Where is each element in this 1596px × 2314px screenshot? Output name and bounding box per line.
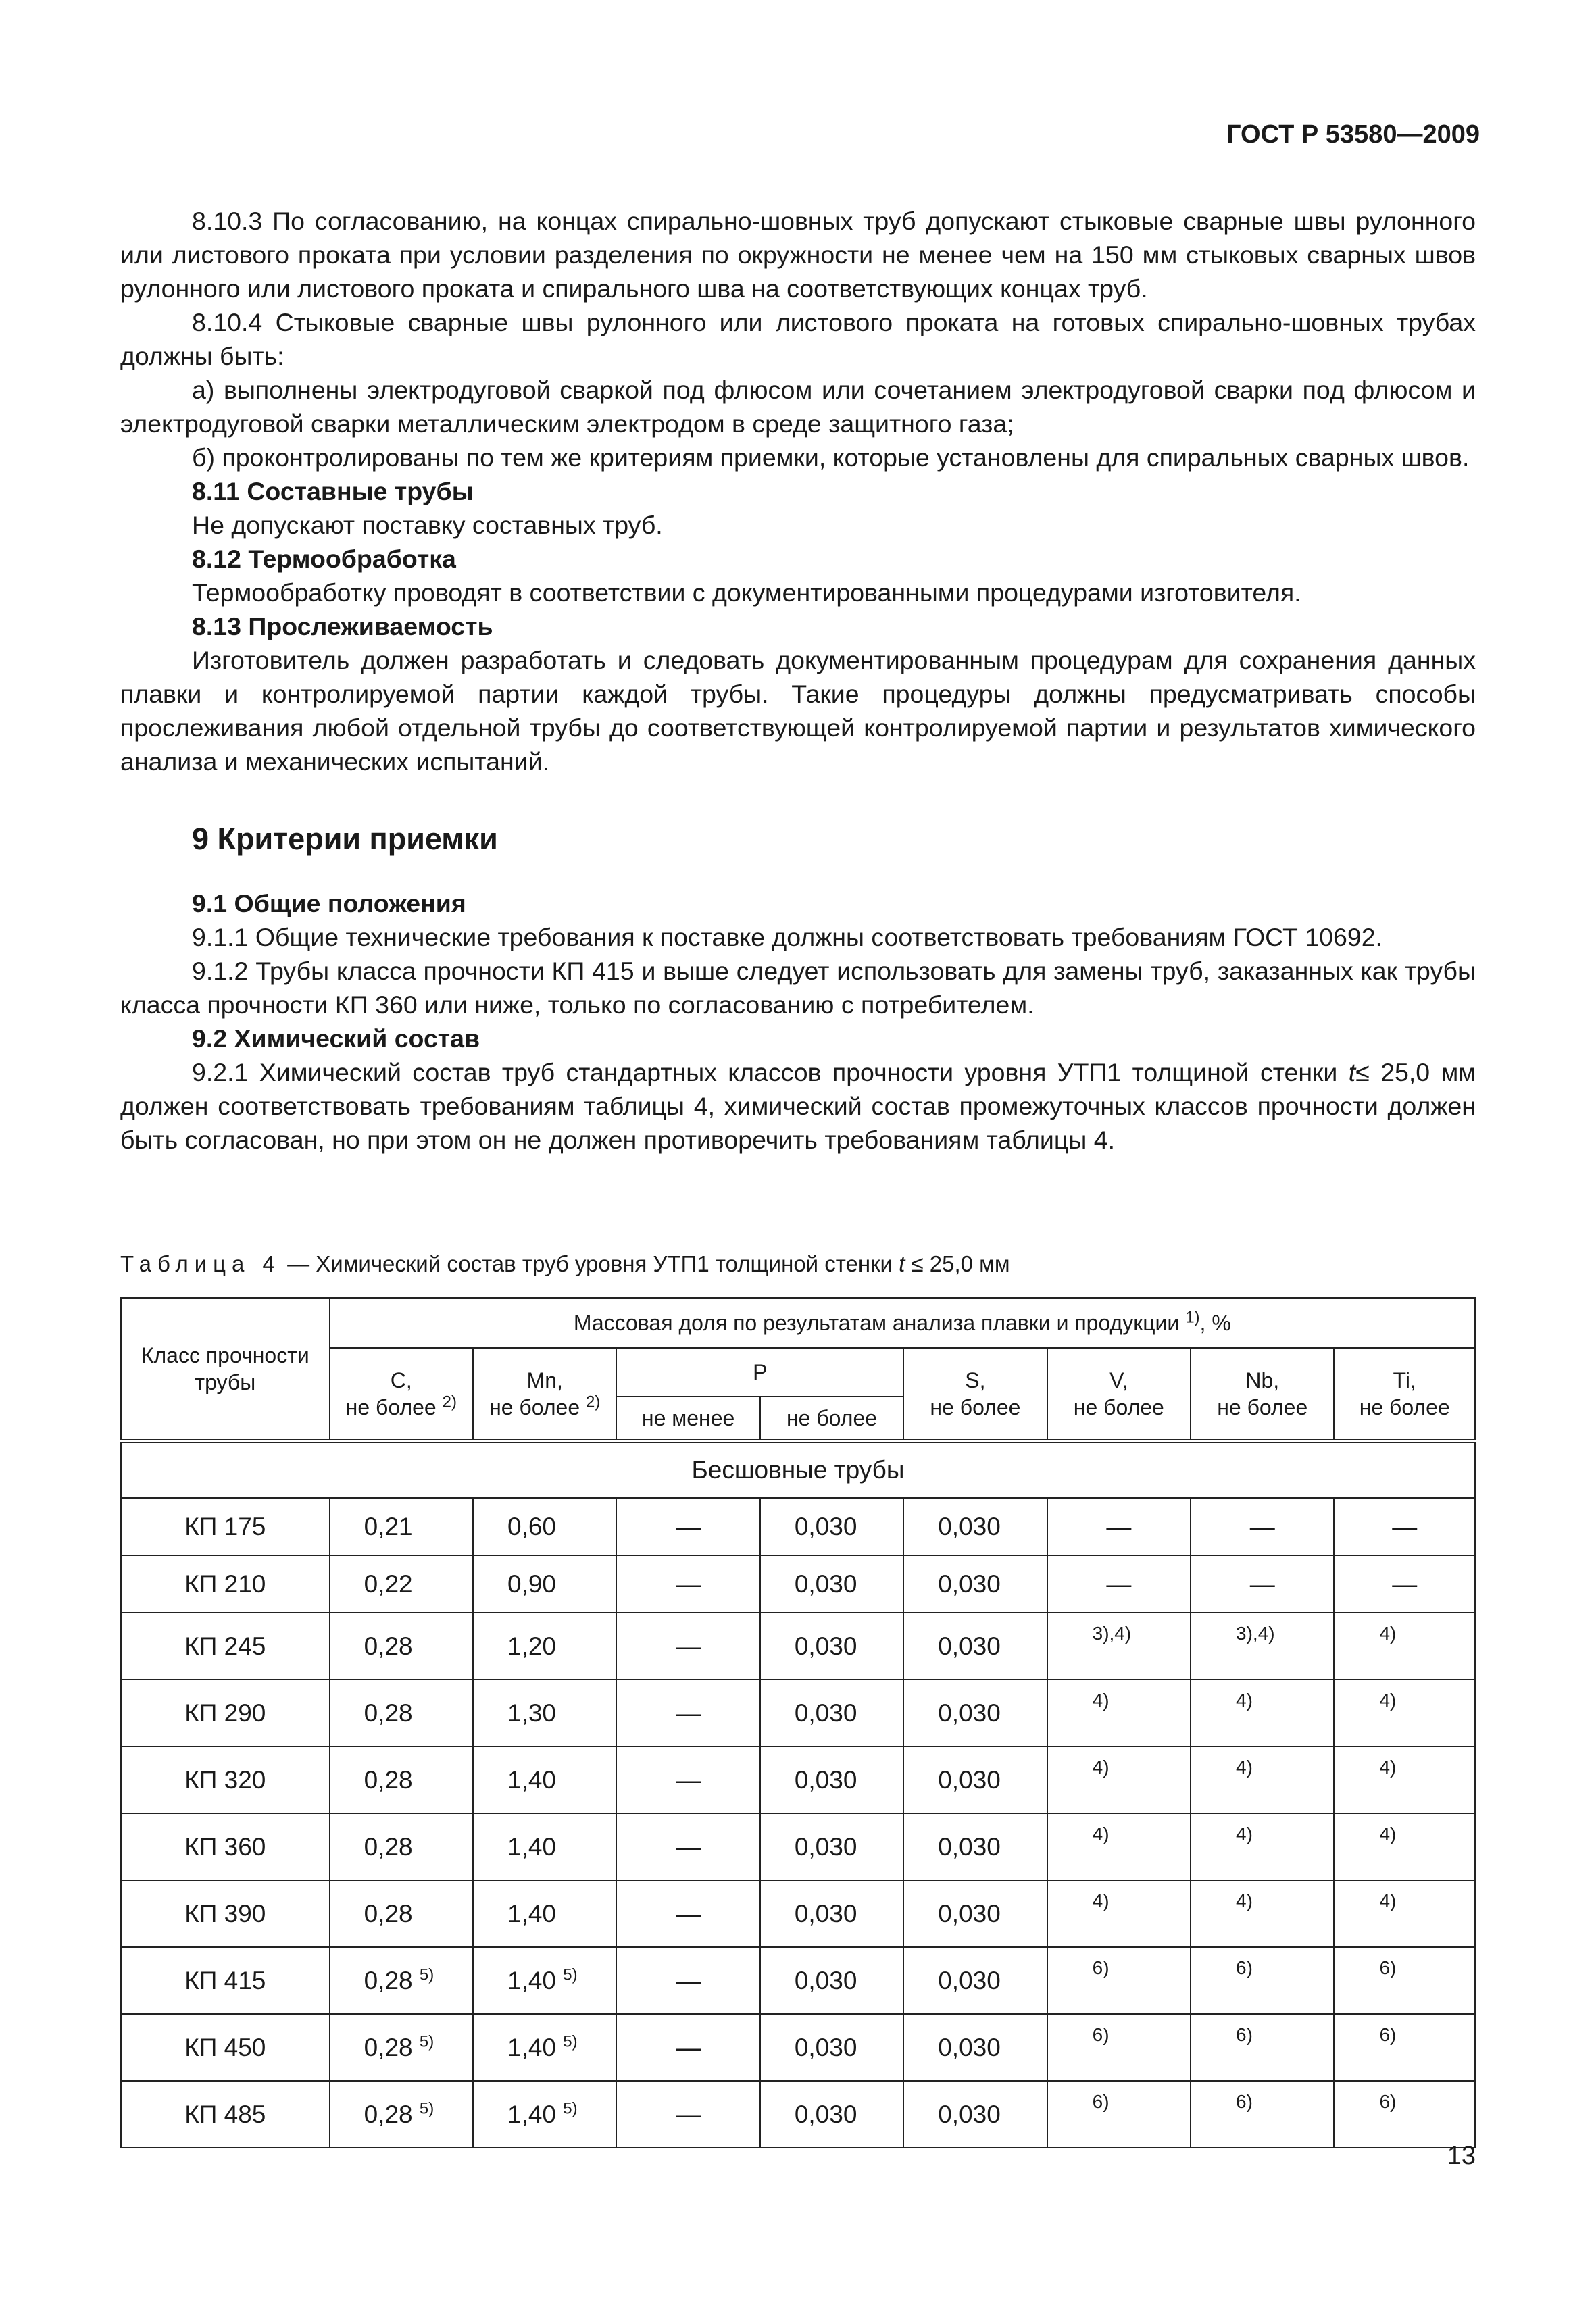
cell-class-value: КП 450 bbox=[184, 2033, 266, 2061]
cell-v-value: 4) bbox=[1092, 1690, 1109, 1711]
cell-c-footnote: 5) bbox=[419, 1965, 434, 1984]
cell-mn-value: 1,40 bbox=[507, 1832, 557, 1861]
cell-s bbox=[903, 1680, 1047, 1746]
cell-mn-value: 1,40 bbox=[507, 1765, 557, 1794]
cell-c bbox=[330, 2014, 473, 2081]
cell-v bbox=[1047, 1813, 1191, 1880]
cell-nb bbox=[1191, 1746, 1334, 1813]
cell-ti bbox=[1334, 1746, 1475, 1813]
cell-ti-value: 4) bbox=[1379, 1757, 1397, 1778]
header-s bbox=[903, 1348, 1047, 1441]
cell-ti-value: 4) bbox=[1379, 1823, 1397, 1844]
heading-9-2: 9.2 Химический состав bbox=[192, 1024, 480, 1053]
header-s-symbol: S, bbox=[965, 1368, 986, 1392]
cell-c-footnote: 5) bbox=[419, 2099, 434, 2118]
table-row bbox=[121, 1813, 1475, 1880]
paragraph-8-12: Термообработку проводят в соответствии с документированными процедурами изготовителя. bbox=[192, 578, 1301, 607]
table-row bbox=[121, 1947, 1475, 2014]
cell-ti bbox=[1334, 1555, 1475, 1613]
cell-p-max-value: 0,030 bbox=[794, 1832, 857, 1861]
cell-mn-value: 0,90 bbox=[507, 1569, 557, 1598]
cell-ti bbox=[1334, 1813, 1475, 1880]
cell-class-value: КП 290 bbox=[184, 1699, 266, 1727]
cell-v bbox=[1047, 1613, 1191, 1680]
cell-c-value: 0,28 bbox=[364, 1966, 413, 1994]
page-number: 13 bbox=[1447, 2142, 1476, 2170]
table-row bbox=[121, 1555, 1475, 1613]
cell-ti-value: — bbox=[1392, 1569, 1418, 1598]
cell-s-value: 0,030 bbox=[938, 1632, 1001, 1660]
cell-p-min bbox=[616, 1555, 759, 1613]
paragraph-8-10-4: 8.10.4 Стыковые сварные швы рулонного или листового проката на готовых спирально-шовных трубах должны быть: bbox=[120, 308, 1476, 370]
cell-v-value: 4) bbox=[1092, 1757, 1109, 1778]
header-ti bbox=[1334, 1348, 1475, 1441]
cell-c-value: 0,28 bbox=[364, 1632, 413, 1660]
cell-v-value: — bbox=[1106, 1569, 1132, 1598]
cell-v bbox=[1047, 1498, 1191, 1555]
body-text bbox=[120, 204, 1476, 1157]
variable-t: t bbox=[1348, 1058, 1356, 1086]
cell-c bbox=[330, 1880, 473, 1947]
header-mass-unit: , % bbox=[1199, 1311, 1231, 1335]
cell-mn bbox=[473, 1947, 616, 2014]
header-p-min: не менее bbox=[616, 1397, 759, 1441]
cell-p-min bbox=[616, 1880, 759, 1947]
cell-p-min bbox=[616, 2081, 759, 2148]
cell-p-min-value: — bbox=[676, 2033, 701, 2061]
cell-p-max-value: 0,030 bbox=[794, 1512, 857, 1540]
cell-class bbox=[121, 1880, 330, 1947]
cell-p-min bbox=[616, 1746, 759, 1813]
cell-class-value: КП 320 bbox=[184, 1765, 266, 1794]
table-caption-text: — Химический состав труб уровня УТП1 толщиной стенки bbox=[280, 1251, 899, 1276]
table-caption-tail: ≤ 25,0 мм bbox=[905, 1251, 1010, 1276]
header-mn-symbol: Mn, bbox=[526, 1368, 563, 1392]
cell-v-value: 6) bbox=[1092, 2024, 1109, 2045]
cell-p-max bbox=[760, 1613, 903, 1680]
cell-p-min bbox=[616, 1680, 759, 1746]
cell-nb-value: 4) bbox=[1236, 1757, 1253, 1778]
cell-v bbox=[1047, 2014, 1191, 2081]
cell-class bbox=[121, 1813, 330, 1880]
header-p-max: не более bbox=[760, 1397, 903, 1441]
chemical-composition-table bbox=[120, 1297, 1476, 2148]
cell-ti-value: 6) bbox=[1379, 1957, 1397, 1978]
heading-section-9: 9 Критерии приемки bbox=[192, 822, 498, 856]
cell-p-max bbox=[760, 1680, 903, 1746]
cell-s-value: 0,030 bbox=[938, 1699, 1001, 1727]
cell-v-value: 6) bbox=[1092, 1957, 1109, 1978]
cell-p-min-value: — bbox=[676, 1569, 701, 1598]
paragraph-8-11: Не допускают поставку составных труб. bbox=[192, 511, 663, 539]
cell-ti-value: 4) bbox=[1379, 1690, 1397, 1711]
cell-nb bbox=[1191, 1813, 1334, 1880]
cell-p-min-value: — bbox=[676, 1832, 701, 1861]
paragraph-9-2-1-start: 9.2.1 Химический состав труб стандартных классов прочности уровня УТП1 толщиной стенки bbox=[192, 1058, 1338, 1086]
cell-c bbox=[330, 1555, 473, 1613]
cell-s bbox=[903, 1947, 1047, 2014]
header-c-symbol: С, bbox=[390, 1368, 412, 1392]
cell-nb-value: 6) bbox=[1236, 2091, 1253, 2112]
table-row bbox=[121, 1498, 1475, 1555]
cell-p-min bbox=[616, 1947, 759, 2014]
cell-mn bbox=[473, 1880, 616, 1947]
section-seamless-pipes: Бесшовные трубы bbox=[121, 1441, 1475, 1498]
paragraph-8-13: Изготовитель должен разработать и следовать документированным процедурам для сохранения данных плавки и контролируемой партии каждой трубы. Такие процедуры должны предусматривать способы прослеживания любой отдельной трубы до соответствующей контролируемой партии и результатов химического анализа и механических испытаний. bbox=[120, 646, 1476, 776]
paragraph-8-10-4-b: б) проконтролированы по тем же критериям приемки, которые установлены для спиральных сварных швов. bbox=[192, 443, 1470, 472]
header-nb-max: не более bbox=[1217, 1395, 1308, 1419]
cell-s-value: 0,030 bbox=[938, 2033, 1001, 2061]
cell-class-value: КП 245 bbox=[184, 1632, 266, 1660]
paragraph-9-1-2: 9.1.2 Трубы класса прочности КП 415 и выше следует использовать для замены труб, заказанных как трубы класса прочности КП 360 или ниже, только по согласованию с потребителем. bbox=[120, 957, 1476, 1019]
cell-c bbox=[330, 1947, 473, 2014]
cell-ti bbox=[1334, 1880, 1475, 1947]
cell-class-value: КП 390 bbox=[184, 1899, 266, 1928]
cell-c-value: 0,28 bbox=[364, 1832, 413, 1861]
cell-p-max-value: 0,030 bbox=[794, 2033, 857, 2061]
table-row bbox=[121, 2014, 1475, 2081]
cell-p-max bbox=[760, 1555, 903, 1613]
cell-class bbox=[121, 1947, 330, 2014]
cell-mn-footnote: 5) bbox=[563, 2032, 578, 2051]
cell-s bbox=[903, 1498, 1047, 1555]
cell-c bbox=[330, 2081, 473, 2148]
cell-v bbox=[1047, 1555, 1191, 1613]
cell-class bbox=[121, 1613, 330, 1680]
heading-8-13: 8.13 Прослеживаемость bbox=[192, 612, 493, 640]
header-p: P bbox=[616, 1348, 903, 1397]
heading-8-12: 8.12 Термообработка bbox=[192, 545, 456, 573]
header-mass-text: Массовая доля по результатам анализа плавки и продукции bbox=[573, 1311, 1180, 1335]
cell-class-value: КП 485 bbox=[184, 2100, 266, 2128]
header-v-symbol: V, bbox=[1109, 1368, 1128, 1392]
cell-nb bbox=[1191, 2014, 1334, 2081]
cell-ti bbox=[1334, 1680, 1475, 1746]
header-c-max: не более bbox=[345, 1395, 437, 1419]
cell-s-value: 0,030 bbox=[938, 1765, 1001, 1794]
header-c bbox=[330, 1348, 473, 1441]
cell-v bbox=[1047, 1880, 1191, 1947]
header-nb-symbol: Nb, bbox=[1245, 1368, 1280, 1392]
cell-c bbox=[330, 1680, 473, 1746]
cell-nb-value: 3),4) bbox=[1236, 1623, 1275, 1644]
header-ti-max: не более bbox=[1359, 1395, 1450, 1419]
cell-c-value: 0,22 bbox=[364, 1569, 413, 1598]
cell-c bbox=[330, 1613, 473, 1680]
cell-c bbox=[330, 1498, 473, 1555]
cell-p-max-value: 0,030 bbox=[794, 1966, 857, 1994]
cell-p-max bbox=[760, 1498, 903, 1555]
document-id: ГОСТ Р 53580—2009 bbox=[1226, 120, 1480, 149]
cell-v bbox=[1047, 1947, 1191, 2014]
cell-class-value: КП 175 bbox=[184, 1512, 266, 1540]
cell-nb bbox=[1191, 1680, 1334, 1746]
cell-mn-value: 1,30 bbox=[507, 1699, 557, 1727]
cell-p-min bbox=[616, 1498, 759, 1555]
table-caption-variable: t bbox=[899, 1251, 905, 1276]
cell-nb-value: — bbox=[1249, 1569, 1275, 1598]
cell-class bbox=[121, 1498, 330, 1555]
table-caption-label: Таблица 4 bbox=[120, 1251, 281, 1276]
cell-nb bbox=[1191, 2081, 1334, 2148]
cell-c-value: 0,21 bbox=[364, 1512, 413, 1540]
cell-v bbox=[1047, 1746, 1191, 1813]
cell-class bbox=[121, 1555, 330, 1613]
cell-s bbox=[903, 1880, 1047, 1947]
cell-v-value: — bbox=[1106, 1512, 1132, 1540]
cell-mn-value: 1,40 bbox=[507, 2100, 557, 2128]
cell-ti-value: — bbox=[1392, 1512, 1418, 1540]
cell-mn bbox=[473, 1555, 616, 1613]
cell-p-max bbox=[760, 1813, 903, 1880]
cell-class bbox=[121, 2081, 330, 2148]
cell-nb-value: 4) bbox=[1236, 1890, 1253, 1911]
cell-s-value: 0,030 bbox=[938, 1512, 1001, 1540]
cell-mn-value: 1,40 bbox=[507, 1966, 557, 1994]
cell-p-min-value: — bbox=[676, 1512, 701, 1540]
header-v-max: не более bbox=[1073, 1395, 1164, 1419]
header-mass-fraction bbox=[330, 1298, 1475, 1348]
cell-s-value: 0,030 bbox=[938, 1832, 1001, 1861]
cell-mn-value: 1,40 bbox=[507, 1899, 557, 1928]
cell-p-max bbox=[760, 1947, 903, 2014]
table-row bbox=[121, 1613, 1475, 1680]
cell-mn-footnote: 5) bbox=[563, 1965, 578, 1984]
cell-ti bbox=[1334, 1613, 1475, 1680]
cell-ti bbox=[1334, 1947, 1475, 2014]
table-row bbox=[121, 1746, 1475, 1813]
cell-p-max bbox=[760, 2014, 903, 2081]
cell-mn bbox=[473, 1613, 616, 1680]
cell-mn-footnote: 5) bbox=[563, 2099, 578, 2118]
cell-nb-value: 4) bbox=[1236, 1690, 1253, 1711]
paragraph-8-10-3: 8.10.3 По согласованию, на концах спирально-шовных труб допускают стыковые сварные швы рулонного или листового проката при условии разделения по окружности не менее чем на 150 мм стыковых сварных швов рулонного или листового проката и спирального шва на соответствующих концах труб. bbox=[120, 207, 1476, 303]
cell-nb-value: 4) bbox=[1236, 1823, 1253, 1844]
cell-v-value: 4) bbox=[1092, 1823, 1109, 1844]
table-caption bbox=[120, 1251, 1010, 1277]
cell-s bbox=[903, 2081, 1047, 2148]
header-mn bbox=[473, 1348, 616, 1441]
cell-ti bbox=[1334, 2081, 1475, 2148]
cell-ti bbox=[1334, 1498, 1475, 1555]
cell-p-min-value: — bbox=[676, 1765, 701, 1794]
cell-v bbox=[1047, 2081, 1191, 2148]
cell-p-min-value: — bbox=[676, 1899, 701, 1928]
cell-c bbox=[330, 1746, 473, 1813]
heading-9-1: 9.1 Общие положения bbox=[192, 889, 466, 917]
paragraph-8-10-4-a: а) выполнены электродуговой сваркой под флюсом или сочетанием электродуговой сварки под флюсом и электродуговой сварки металлическим электродом в среде защитного газа; bbox=[120, 376, 1476, 438]
table-row bbox=[121, 2081, 1475, 2148]
cell-s-value: 0,030 bbox=[938, 1966, 1001, 1994]
cell-c-value: 0,28 bbox=[364, 1699, 413, 1727]
cell-p-min-value: — bbox=[676, 1632, 701, 1660]
header-nb bbox=[1191, 1348, 1334, 1441]
cell-class-value: КП 210 bbox=[184, 1569, 266, 1598]
cell-ti-value: 6) bbox=[1379, 2024, 1397, 2045]
header-v bbox=[1047, 1348, 1191, 1441]
header-mn-footnote: 2) bbox=[586, 1392, 601, 1411]
cell-c bbox=[330, 1813, 473, 1880]
table-row bbox=[121, 1880, 1475, 1947]
header-class: Класс прочности трубы bbox=[121, 1298, 330, 1441]
cell-mn bbox=[473, 2081, 616, 2148]
cell-mn-value: 0,60 bbox=[507, 1512, 557, 1540]
cell-nb bbox=[1191, 1947, 1334, 2014]
cell-p-max-value: 0,030 bbox=[794, 1699, 857, 1727]
cell-p-min bbox=[616, 1613, 759, 1680]
cell-p-max bbox=[760, 1746, 903, 1813]
cell-v-value: 3),4) bbox=[1092, 1623, 1132, 1644]
cell-nb bbox=[1191, 1555, 1334, 1613]
cell-ti-value: 6) bbox=[1379, 2091, 1397, 2112]
cell-s bbox=[903, 1555, 1047, 1613]
cell-class-value: КП 360 bbox=[184, 1832, 266, 1861]
header-mn-max: не более bbox=[489, 1395, 580, 1419]
cell-mn bbox=[473, 1498, 616, 1555]
header-ti-symbol: Ti, bbox=[1393, 1368, 1416, 1392]
cell-class bbox=[121, 1746, 330, 1813]
header-mass-footnote: 1) bbox=[1185, 1308, 1200, 1327]
cell-p-min-value: — bbox=[676, 1966, 701, 1994]
cell-mn-value: 1,20 bbox=[507, 1632, 557, 1660]
cell-s-value: 0,030 bbox=[938, 2100, 1001, 2128]
header-s-max: не более bbox=[930, 1395, 1021, 1419]
cell-ti-value: 4) bbox=[1379, 1623, 1397, 1644]
cell-p-max-value: 0,030 bbox=[794, 1765, 857, 1794]
cell-ti-value: 4) bbox=[1379, 1890, 1397, 1911]
cell-nb-value: 6) bbox=[1236, 1957, 1253, 1978]
cell-p-max-value: 0,030 bbox=[794, 1569, 857, 1598]
cell-class bbox=[121, 1680, 330, 1746]
paragraph-9-2-1 bbox=[120, 1055, 1476, 1157]
cell-c-value: 0,28 bbox=[364, 1765, 413, 1794]
cell-p-max bbox=[760, 2081, 903, 2148]
cell-c-value: 0,28 bbox=[364, 2100, 413, 2128]
cell-s bbox=[903, 1746, 1047, 1813]
table-body bbox=[121, 1498, 1475, 2148]
cell-c-value: 0,28 bbox=[364, 1899, 413, 1928]
cell-mn bbox=[473, 1680, 616, 1746]
cell-mn bbox=[473, 1813, 616, 1880]
cell-s-value: 0,030 bbox=[938, 1569, 1001, 1598]
cell-mn bbox=[473, 2014, 616, 2081]
cell-v-value: 4) bbox=[1092, 1890, 1109, 1911]
cell-s-value: 0,030 bbox=[938, 1899, 1001, 1928]
table-row bbox=[121, 1680, 1475, 1746]
cell-mn bbox=[473, 1746, 616, 1813]
cell-class-value: КП 415 bbox=[184, 1966, 266, 1994]
cell-v bbox=[1047, 1680, 1191, 1746]
cell-p-max-value: 0,030 bbox=[794, 2100, 857, 2128]
cell-p-max-value: 0,030 bbox=[794, 1632, 857, 1660]
cell-nb-value: — bbox=[1249, 1512, 1275, 1540]
cell-p-min-value: — bbox=[676, 2100, 701, 2128]
paragraph-9-1-1: 9.1.1 Общие технические требования к поставке должны соответствовать требованиям ГОСТ 10692. bbox=[192, 923, 1382, 951]
cell-nb-value: 6) bbox=[1236, 2024, 1253, 2045]
cell-p-min bbox=[616, 1813, 759, 1880]
heading-8-11: 8.11 Составные трубы bbox=[192, 477, 474, 505]
cell-c-value: 0,28 bbox=[364, 2033, 413, 2061]
paragraph-9-2-1-end: ≤ 25,0 мм должен соответствовать требованиям таблицы 4, химический состав промежуточных классов прочности должен быть согласован, но при этом он не должен противоречить требованиям таблицы 4. bbox=[120, 1058, 1476, 1154]
cell-nb bbox=[1191, 1613, 1334, 1680]
cell-p-min-value: — bbox=[676, 1699, 701, 1727]
header-c-footnote: 2) bbox=[442, 1392, 457, 1411]
cell-class bbox=[121, 2014, 330, 2081]
cell-ti bbox=[1334, 2014, 1475, 2081]
cell-nb bbox=[1191, 1880, 1334, 1947]
cell-p-min bbox=[616, 2014, 759, 2081]
cell-p-max bbox=[760, 1880, 903, 1947]
cell-s bbox=[903, 1813, 1047, 1880]
cell-p-max-value: 0,030 bbox=[794, 1899, 857, 1928]
cell-c-footnote: 5) bbox=[419, 2032, 434, 2051]
cell-s bbox=[903, 1613, 1047, 1680]
cell-s bbox=[903, 2014, 1047, 2081]
cell-v-value: 6) bbox=[1092, 2091, 1109, 2112]
cell-mn-value: 1,40 bbox=[507, 2033, 557, 2061]
cell-nb bbox=[1191, 1498, 1334, 1555]
